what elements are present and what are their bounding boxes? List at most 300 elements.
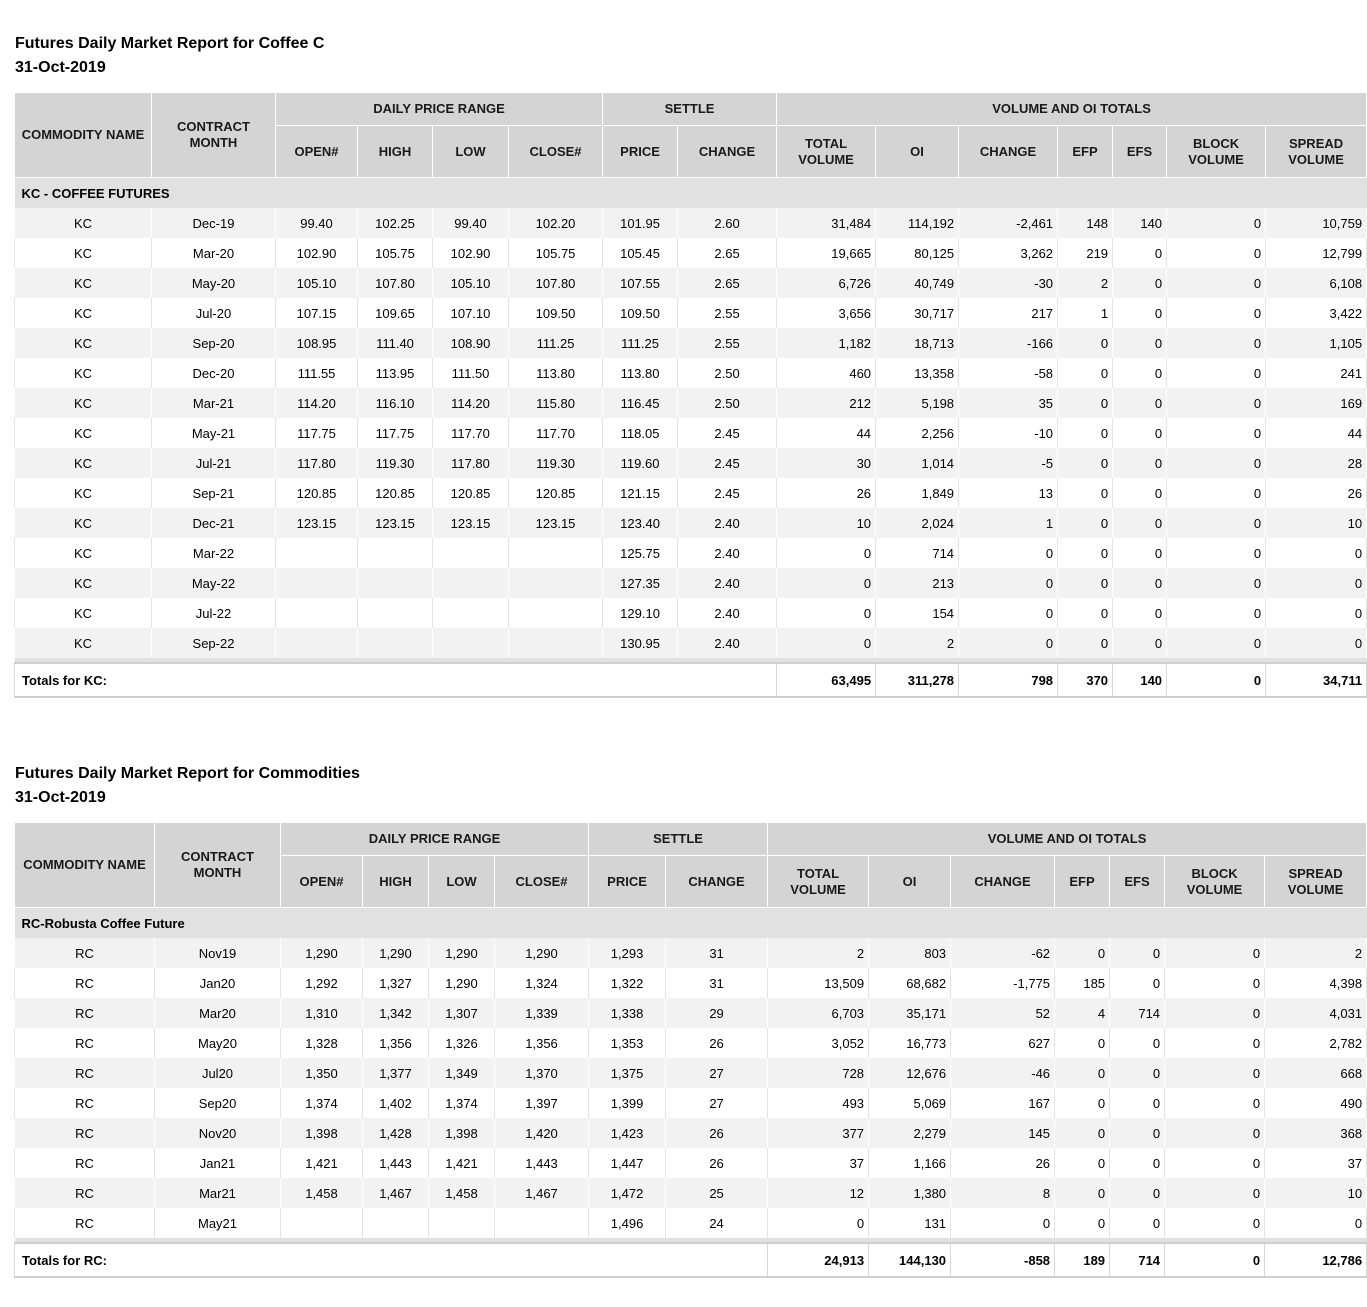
cell-efs: 0: [1110, 1208, 1165, 1238]
col-contract-month: CONTRACT MONTH: [152, 93, 276, 178]
cell-spread-volume: 44: [1266, 418, 1367, 448]
cell-efp: 0: [1058, 538, 1113, 568]
cell-total-volume: 44: [777, 418, 876, 448]
cell-low: 102.90: [433, 238, 509, 268]
cell-commodity: RC: [15, 998, 155, 1028]
totals-total-volume: 63,495: [777, 663, 876, 697]
cell-close: [509, 538, 603, 568]
cell-high: 102.25: [358, 208, 433, 238]
cell-commodity: KC: [15, 508, 152, 538]
cell-oi: 1,166: [869, 1148, 951, 1178]
col-group-daily-price-range: DAILY PRICE RANGE: [276, 93, 603, 126]
cell-low: 108.90: [433, 328, 509, 358]
cell-open: 117.80: [276, 448, 358, 478]
cell-settle-price: 116.45: [603, 388, 678, 418]
cell-close: 1,467: [495, 1178, 589, 1208]
cell-settle-price: 129.10: [603, 598, 678, 628]
cell-close: 102.20: [509, 208, 603, 238]
cell-contract-month: May21: [155, 1208, 281, 1238]
cell-contract-month: Nov20: [155, 1118, 281, 1148]
cell-low: [429, 1208, 495, 1238]
cell-commodity: RC: [15, 1058, 155, 1088]
table-row: [15, 418, 1367, 448]
cell-close: 1,397: [495, 1088, 589, 1118]
report-coffee-c: [14, 32, 1366, 698]
cell-close: 117.70: [509, 418, 603, 448]
cell-close: 1,356: [495, 1028, 589, 1058]
cell-close: 1,339: [495, 998, 589, 1028]
cell-oi-change: 167: [951, 1088, 1055, 1118]
table-row: [15, 628, 1367, 658]
cell-efs: 0: [1110, 938, 1165, 968]
cell-open: [281, 1208, 363, 1238]
totals-change: 798: [959, 663, 1058, 697]
cell-high: 119.30: [358, 448, 433, 478]
col-settle-price: PRICE: [603, 126, 678, 178]
cell-close: 105.75: [509, 238, 603, 268]
cell-settle-price: 101.95: [603, 208, 678, 238]
totals-efp: 370: [1058, 663, 1113, 697]
cell-contract-month: Jul-22: [152, 598, 276, 628]
cell-efs: 0: [1113, 418, 1167, 448]
cell-high: [358, 538, 433, 568]
cell-oi-change: 145: [951, 1118, 1055, 1148]
cell-oi: 5,069: [869, 1088, 951, 1118]
col-low: LOW: [429, 856, 495, 908]
cell-settle-price: 1,472: [589, 1178, 666, 1208]
cell-block-volume: 0: [1167, 298, 1266, 328]
cell-oi-change: 0: [959, 568, 1058, 598]
cell-low: 1,458: [429, 1178, 495, 1208]
cell-total-volume: 377: [768, 1118, 869, 1148]
cell-total-volume: 0: [768, 1208, 869, 1238]
cell-efs: 0: [1110, 1058, 1165, 1088]
cell-settle-price: 130.95: [603, 628, 678, 658]
cell-settle-change: 24: [666, 1208, 768, 1238]
col-high: HIGH: [358, 126, 433, 178]
totals-block-volume: 0: [1165, 1243, 1265, 1277]
cell-contract-month: Dec-20: [152, 358, 276, 388]
col-close: CLOSE#: [495, 856, 589, 908]
col-efp: EFP: [1055, 856, 1110, 908]
table-row: [15, 1118, 1367, 1148]
table-row: [15, 388, 1367, 418]
cell-efs: 0: [1110, 968, 1165, 998]
cell-contract-month: Sep20: [155, 1088, 281, 1118]
cell-open: 107.15: [276, 298, 358, 328]
cell-open: 1,458: [281, 1178, 363, 1208]
cell-close: [509, 628, 603, 658]
cell-block-volume: 0: [1167, 418, 1266, 448]
col-commodity-name: COMMODITY NAME: [15, 93, 152, 178]
cell-block-volume: 0: [1167, 508, 1266, 538]
cell-spread-volume: 490: [1265, 1088, 1367, 1118]
cell-oi: 714: [876, 538, 959, 568]
cell-contract-month: May20: [155, 1028, 281, 1058]
cell-close: 120.85: [509, 478, 603, 508]
totals-oi: 311,278: [876, 663, 959, 697]
cell-close: [509, 568, 603, 598]
cell-efp: 0: [1058, 358, 1113, 388]
cell-total-volume: 212: [777, 388, 876, 418]
cell-efs: 0: [1110, 1028, 1165, 1058]
cell-block-volume: 0: [1165, 998, 1265, 1028]
cell-efs: 0: [1113, 598, 1167, 628]
cell-efs: 0: [1113, 478, 1167, 508]
cell-settle-change: 27: [666, 1058, 768, 1088]
totals-change: -858: [951, 1243, 1055, 1277]
cell-oi: 35,171: [869, 998, 951, 1028]
table-row: [15, 358, 1367, 388]
cell-commodity: KC: [15, 598, 152, 628]
table-row: [15, 1028, 1367, 1058]
col-total-volume: TOTAL VOLUME: [768, 856, 869, 908]
cell-efp: 0: [1058, 568, 1113, 598]
cell-open: 102.90: [276, 238, 358, 268]
cell-block-volume: 0: [1167, 238, 1266, 268]
cell-contract-month: Jan21: [155, 1148, 281, 1178]
cell-total-volume: 13,509: [768, 968, 869, 998]
cell-oi-change: 8: [951, 1178, 1055, 1208]
cell-commodity: RC: [15, 938, 155, 968]
cell-oi: 114,192: [876, 208, 959, 238]
cell-efp: 0: [1058, 328, 1113, 358]
cell-contract-month: Mar21: [155, 1178, 281, 1208]
cell-efp: 0: [1058, 598, 1113, 628]
cell-low: 1,290: [429, 938, 495, 968]
cell-efp: 0: [1058, 508, 1113, 538]
cell-high: 120.85: [358, 478, 433, 508]
cell-close: 115.80: [509, 388, 603, 418]
cell-open: 1,374: [281, 1088, 363, 1118]
cell-oi: 5,198: [876, 388, 959, 418]
cell-oi: 40,749: [876, 268, 959, 298]
cell-settle-price: 123.40: [603, 508, 678, 538]
cell-spread-volume: 0: [1266, 628, 1367, 658]
cell-high: 1,327: [363, 968, 429, 998]
cell-high: 1,467: [363, 1178, 429, 1208]
cell-contract-month: May-21: [152, 418, 276, 448]
report-title: Futures Daily Market Report for Coffee C: [15, 35, 325, 52]
cell-commodity: KC: [15, 538, 152, 568]
cell-settle-change: 2.40: [678, 568, 777, 598]
cell-low: 120.85: [433, 478, 509, 508]
cell-settle-price: 125.75: [603, 538, 678, 568]
cell-high: 117.75: [358, 418, 433, 448]
cell-high: 1,342: [363, 998, 429, 1028]
cell-spread-volume: 2: [1265, 938, 1367, 968]
cell-efs: 0: [1110, 1148, 1165, 1178]
report-date: 31-Oct-2019: [15, 789, 106, 806]
cell-settle-price: 1,375: [589, 1058, 666, 1088]
cell-efs: 0: [1113, 568, 1167, 598]
cell-oi: 154: [876, 598, 959, 628]
cell-block-volume: 0: [1167, 478, 1266, 508]
table-row: [15, 268, 1367, 298]
cell-block-volume: 0: [1165, 1178, 1265, 1208]
col-settle-change: CHANGE: [666, 856, 768, 908]
cell-efs: 0: [1113, 388, 1167, 418]
cell-efs: 0: [1110, 1118, 1165, 1148]
col-oi: OI: [869, 856, 951, 908]
cell-spread-volume: 37: [1265, 1148, 1367, 1178]
totals-block-volume: 0: [1167, 663, 1266, 697]
cell-close: 1,443: [495, 1148, 589, 1178]
cell-close: 1,290: [495, 938, 589, 968]
cell-oi: 2: [876, 628, 959, 658]
table-row: [15, 1208, 1367, 1238]
cell-settle-price: 1,353: [589, 1028, 666, 1058]
cell-efp: 219: [1058, 238, 1113, 268]
cell-efp: 0: [1055, 1118, 1110, 1148]
table-row: [15, 328, 1367, 358]
table-row: [15, 998, 1367, 1028]
cell-commodity: KC: [15, 328, 152, 358]
cell-high: 105.75: [358, 238, 433, 268]
cell-total-volume: 10: [777, 508, 876, 538]
cell-contract-month: May-20: [152, 268, 276, 298]
cell-low: 1,398: [429, 1118, 495, 1148]
col-block-volume: BLOCK VOLUME: [1167, 126, 1266, 178]
cell-oi-change: 35: [959, 388, 1058, 418]
cell-block-volume: 0: [1165, 1148, 1265, 1178]
cell-oi-change: -1,775: [951, 968, 1055, 998]
cell-total-volume: 1,182: [777, 328, 876, 358]
cell-high: 1,428: [363, 1118, 429, 1148]
cell-efp: 0: [1055, 1028, 1110, 1058]
cell-spread-volume: 668: [1265, 1058, 1367, 1088]
cell-low: 107.10: [433, 298, 509, 328]
cell-spread-volume: 0: [1265, 1208, 1367, 1238]
col-settle-change: CHANGE: [678, 126, 777, 178]
cell-efs: 0: [1113, 538, 1167, 568]
cell-commodity: RC: [15, 1178, 155, 1208]
cell-open: 1,398: [281, 1118, 363, 1148]
cell-oi-change: -5: [959, 448, 1058, 478]
cell-settle-change: 26: [666, 1028, 768, 1058]
cell-spread-volume: 241: [1266, 358, 1367, 388]
cell-block-volume: 0: [1165, 968, 1265, 998]
cell-efp: 0: [1058, 478, 1113, 508]
cell-oi: 2,256: [876, 418, 959, 448]
cell-efp: 185: [1055, 968, 1110, 998]
cell-contract-month: Jul20: [155, 1058, 281, 1088]
cell-oi-change: 627: [951, 1028, 1055, 1058]
cell-commodity: KC: [15, 418, 152, 448]
cell-spread-volume: 368: [1265, 1118, 1367, 1148]
cell-high: 1,377: [363, 1058, 429, 1088]
cell-oi-change: -10: [959, 418, 1058, 448]
cell-settle-change: 2.40: [678, 628, 777, 658]
col-close: CLOSE#: [509, 126, 603, 178]
cell-close: [495, 1208, 589, 1238]
cell-oi-change: 52: [951, 998, 1055, 1028]
cell-total-volume: 30: [777, 448, 876, 478]
cell-total-volume: 3,656: [777, 298, 876, 328]
cell-commodity: RC: [15, 1088, 155, 1118]
cell-total-volume: 26: [777, 478, 876, 508]
cell-contract-month: Jan20: [155, 968, 281, 998]
cell-spread-volume: 0: [1266, 598, 1367, 628]
table-row: [15, 538, 1367, 568]
col-total-volume: TOTAL VOLUME: [777, 126, 876, 178]
cell-oi-change: 3,262: [959, 238, 1058, 268]
cell-commodity: KC: [15, 448, 152, 478]
totals-row: [15, 663, 1367, 697]
cell-settle-change: 2.45: [678, 418, 777, 448]
col-group-settle: SETTLE: [589, 823, 768, 856]
cell-oi-change: 26: [951, 1148, 1055, 1178]
cell-spread-volume: 1,105: [1266, 328, 1367, 358]
col-high: HIGH: [363, 856, 429, 908]
cell-low: 1,374: [429, 1088, 495, 1118]
cell-oi: 2,024: [876, 508, 959, 538]
table-row: [15, 238, 1367, 268]
cell-block-volume: 0: [1167, 328, 1266, 358]
totals-efs: 714: [1110, 1243, 1165, 1277]
cell-spread-volume: 0: [1266, 568, 1367, 598]
cell-settle-price: 107.55: [603, 268, 678, 298]
cell-oi-change: -30: [959, 268, 1058, 298]
cell-contract-month: Dec-21: [152, 508, 276, 538]
cell-settle-price: 1,496: [589, 1208, 666, 1238]
cell-close: 113.80: [509, 358, 603, 388]
cell-open: 1,290: [281, 938, 363, 968]
cell-low: 99.40: [433, 208, 509, 238]
cell-high: [358, 598, 433, 628]
cell-oi-change: -46: [951, 1058, 1055, 1088]
cell-commodity: RC: [15, 1148, 155, 1178]
cell-block-volume: 0: [1165, 938, 1265, 968]
cell-block-volume: 0: [1167, 448, 1266, 478]
cell-contract-month: Jul-21: [152, 448, 276, 478]
cell-total-volume: 19,665: [777, 238, 876, 268]
cell-settle-change: 26: [666, 1148, 768, 1178]
cell-efs: 0: [1113, 628, 1167, 658]
cell-settle-change: 2.40: [678, 538, 777, 568]
cell-settle-change: 2.45: [678, 478, 777, 508]
cell-commodity: RC: [15, 1118, 155, 1148]
table-row: [15, 208, 1367, 238]
cell-commodity: RC: [15, 968, 155, 998]
cell-oi: 1,014: [876, 448, 959, 478]
cell-efp: 0: [1058, 448, 1113, 478]
cell-efp: 0: [1058, 418, 1113, 448]
cell-oi-change: -2,461: [959, 208, 1058, 238]
cell-spread-volume: 169: [1266, 388, 1367, 418]
cell-high: 1,402: [363, 1088, 429, 1118]
cell-high: 1,443: [363, 1148, 429, 1178]
cell-commodity: RC: [15, 1028, 155, 1058]
cell-block-volume: 0: [1167, 628, 1266, 658]
cell-open: [276, 538, 358, 568]
cell-spread-volume: 26: [1266, 478, 1367, 508]
cell-total-volume: 37: [768, 1148, 869, 1178]
col-efs: EFS: [1113, 126, 1167, 178]
cell-block-volume: 0: [1167, 568, 1266, 598]
cell-commodity: KC: [15, 208, 152, 238]
table-row: [15, 568, 1367, 598]
cell-settle-change: 29: [666, 998, 768, 1028]
col-contract-month: CONTRACT MONTH: [155, 823, 281, 908]
cell-close: [509, 598, 603, 628]
cell-efs: 0: [1113, 508, 1167, 538]
col-group-volume-oi: VOLUME AND OI TOTALS: [768, 823, 1367, 856]
report-title: Futures Daily Market Report for Commodities: [15, 765, 360, 782]
report-commodities: [14, 762, 1366, 1278]
cell-contract-month: Mar-22: [152, 538, 276, 568]
cell-spread-volume: 6,108: [1266, 268, 1367, 298]
totals-label: Totals for KC:: [15, 663, 777, 697]
cell-low: 105.10: [433, 268, 509, 298]
cell-oi-change: 217: [959, 298, 1058, 328]
cell-block-volume: 0: [1167, 358, 1266, 388]
totals-spread-volume: 12,786: [1265, 1243, 1367, 1277]
cell-low: 111.50: [433, 358, 509, 388]
cell-settle-change: 25: [666, 1178, 768, 1208]
cell-high: 107.80: [358, 268, 433, 298]
col-settle-price: PRICE: [589, 856, 666, 908]
cell-oi-change: 1: [959, 508, 1058, 538]
cell-contract-month: May-22: [152, 568, 276, 598]
table-row: [15, 1148, 1367, 1178]
cell-total-volume: 460: [777, 358, 876, 388]
cell-oi-change: 0: [959, 598, 1058, 628]
cell-settle-price: 105.45: [603, 238, 678, 268]
cell-high: 116.10: [358, 388, 433, 418]
cell-efs: 714: [1110, 998, 1165, 1028]
cell-efs: 0: [1113, 328, 1167, 358]
cell-low: [433, 628, 509, 658]
cell-oi: 68,682: [869, 968, 951, 998]
cell-oi: 1,380: [869, 1178, 951, 1208]
cell-total-volume: 0: [777, 538, 876, 568]
cell-settle-change: 31: [666, 968, 768, 998]
cell-efs: 0: [1113, 238, 1167, 268]
table-row: [15, 448, 1367, 478]
totals-efp: 189: [1055, 1243, 1110, 1277]
cell-settle-change: 2.60: [678, 208, 777, 238]
cell-efs: 0: [1113, 298, 1167, 328]
table-row: [15, 1088, 1367, 1118]
cell-commodity: KC: [15, 298, 152, 328]
cell-high: 123.15: [358, 508, 433, 538]
cell-settle-price: 113.80: [603, 358, 678, 388]
cell-oi-change: 0: [951, 1208, 1055, 1238]
cell-open: 123.15: [276, 508, 358, 538]
cell-settle-change: 31: [666, 938, 768, 968]
col-group-volume-oi: VOLUME AND OI TOTALS: [777, 93, 1367, 126]
cell-high: 111.40: [358, 328, 433, 358]
cell-block-volume: 0: [1167, 598, 1266, 628]
cell-efs: 0: [1110, 1178, 1165, 1208]
cell-low: 1,326: [429, 1028, 495, 1058]
cell-high: 113.95: [358, 358, 433, 388]
cell-total-volume: 0: [777, 628, 876, 658]
col-spread-volume: SPREAD VOLUME: [1266, 126, 1367, 178]
cell-oi-change: -166: [959, 328, 1058, 358]
cell-open: 111.55: [276, 358, 358, 388]
cell-efp: 0: [1055, 1058, 1110, 1088]
cell-open: 105.10: [276, 268, 358, 298]
cell-total-volume: 0: [777, 598, 876, 628]
table-row: [15, 1058, 1367, 1088]
cell-block-volume: 0: [1167, 388, 1266, 418]
cell-efs: 0: [1110, 1088, 1165, 1118]
cell-settle-price: 1,447: [589, 1148, 666, 1178]
cell-efp: 0: [1055, 938, 1110, 968]
cell-low: 123.15: [433, 508, 509, 538]
